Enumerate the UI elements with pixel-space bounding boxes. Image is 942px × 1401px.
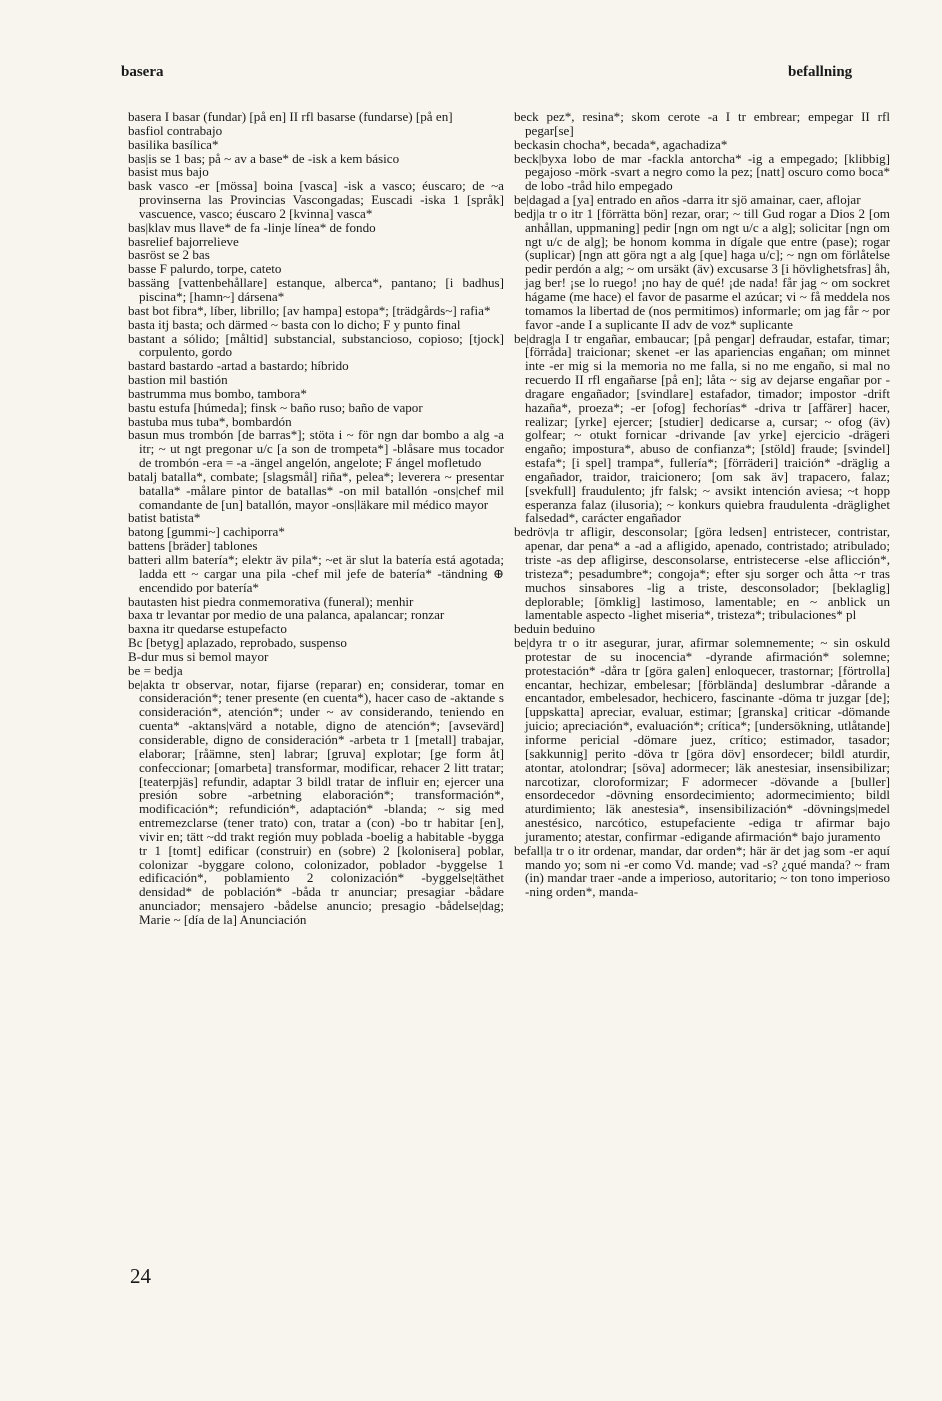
right-column	[514, 110, 890, 899]
entry: beck pez*, resina*; skom cerote -a I tr embrear; empegar II rfl pegar[se]	[514, 109, 890, 138]
entry: baxa tr levantar por medio de una palanca, apalancar; ronzar	[128, 607, 445, 623]
entry: basun mus trombón [de barras*]; stöta i ~ för ngn dar bombo a alg -a itr; ~ ut ngt pregonar u/c [a son de trompeta*] -blåsare mus tocador de trombón -era = -a -ängel angelón, angelote; F ángel mofletudo	[128, 427, 504, 471]
entry: bastuba mus tuba*, bombardón	[128, 413, 292, 429]
entry: bastrumma mus bombo, tambora*	[128, 385, 307, 401]
entry: bautasten hist piedra conmemorativa (funeral); menhir	[128, 593, 414, 609]
entry: bask vasco -er [mössa] boina [vasca] -isk a vasco; éuscaro; de ~a provinserna las Provincias Vascongadas; Euscadi -iska 1 [språk] vascuence, vasco; éuscaro 2 [kvinna] vasca*	[128, 178, 504, 221]
entry: beckasin chocha*, becada*, agachadiza*	[514, 136, 728, 152]
entry: baxna itr quedarse estupefacto	[128, 621, 287, 637]
left-column	[128, 110, 504, 927]
entry: batist batista*	[128, 510, 201, 526]
entry: bedröv|a tr afligir, desconsolar; [göra ledsen] entristecer, contristar, apenar, dar pena* a -ad a afligido, apenado, contristado; atribulado; triste -as dep afligirse, desconsolarse, entristecerse -else aflicción*, tristeza*; pesadumbre*; congoja*; efter sju sorger och åtta ~r tras muchos sinsabores -lig a triste, desconsolador; [beklaglig] deplorable; [ömklig] lastimoso, lamentable; en ~ anblick un lamentable aspecto -lighet miseria*, tristeza*; tribulaciones* pl	[514, 524, 890, 623]
right-guideword: befallning	[788, 64, 853, 80]
entry: bassäng [vattenbehållare] estanque, alberca*, pantano; [i badhus] piscina*; [hamn~] dársena*	[128, 275, 504, 304]
entry: B-dur mus si bemol mayor	[128, 648, 269, 664]
entry: bas|is se 1 bas; på ~ av a base* de -isk a kem básico	[128, 150, 400, 166]
entry: be = bedja	[128, 662, 183, 678]
entry: basfiol contrabajo	[128, 122, 223, 138]
entry: battens [bräder] tablones	[128, 538, 258, 554]
entry: bedj|a tr o itr 1 [förrätta bön] rezar, orar; ~ till Gud rogar a Dios 2 [om anhållan, uppmaning] pedir [ngn om ngt u/c a alg]; solicitar [ngn om ngt u/c de alg]; be honom komma in dígale que entre (pase); rogar (suplicar) [ngn att göra ngt a alg [que] haga u/c]; ~ ngn om förlåtelse pedir perdón a alg; ~ om ursäkt (äv) excusarse 3 [i hövlighetsfras] åh, jag ber! ¡se lo ruego! ¡no hay de qué! ¡de nada! får jag ~ om sockret hágame (me hace) el favor de pasarme el azúcar; vi ~ få meddela nos tomamos la libertad de (nos permitimos) informarle; om jag får ~ por favor -ande I a suplicante II adv de voz* suplicante	[514, 205, 890, 332]
entry: batong [gummi~] cachiporra*	[128, 524, 285, 540]
entry: bastard bastardo -artad a bastardo; híbrido	[128, 358, 349, 374]
entry: be|dagad a [ya] entrado en años -darra itr sjö amainar, caer, aflojar	[514, 192, 861, 208]
entry: beduin beduino	[514, 621, 596, 637]
entry: batalj batalla*, combate; [slagsmål] riña*, pelea*; leverera ~ presentar batalla* -målare pintor de batallas* -on mil batallón -ons|chef mil comandante de [un] batallón, mayor -ons|läkare mil médico mayor	[128, 468, 504, 512]
entry: basilika basílica*	[128, 136, 219, 152]
entry: basröst se 2 bas	[128, 247, 210, 263]
entry: befall|a tr o itr ordenar, mandar, dar orden*; här är det jag som -er aquí mando yo; som ni -er como Vd. mande; vad -s? ¿qué manda? ~ fram (in) mandar traer -ande a imperioso, autoritario; ~ ton tono imperioso -ning orden*, manda-	[514, 842, 890, 900]
page-number: 24	[130, 1264, 151, 1288]
entry: bastant a sólido; [måltid] substancial, substancioso, copioso; [tjock] corpulento, gordo	[128, 330, 504, 360]
entry: Bc [betyg] aplazado, reprobado, suspenso	[128, 635, 347, 651]
entry: be|dyra tr o itr asegurar, jurar, afirmar solemnemente; ~ sin oskuld protestar de su inocencia* -dyrande afirmación* solemne; protestación* -dåra tr [göra galen] enloquecer, trastornar; [förtrolla] encantar, hechizar, embelesar; [förblända] deslumbrar -dårande a encantador, embelesador, hechicero, fascinante -döma tr juzgar [de]; [uppskatta] apreciar, evaluar, estimar; [granska] criticar -dömande juicio; apreciación*, evaluación*; crítica*; [undersökning, utlåtande] informe pericial -dömare juez, crítico; estimador, tasador; [sakkunnig] perito -döva tr [göra döv] ensordecer; bildl aturdir, atontar, atolondrar; [söva] adormecer; läk anestesiar, insensibilizar; narcotizar, cloroformizar; F adormecer -dövande a [buller] ensordecedor -dövning ensordecimiento; adormecimiento; bildl aturdimiento; läk anestesia*, insensibilización* -dövnings|medel anestésico, narcótico, estupefaciente -ediga tr afirmar bajo juramento; atestar, confirmar -edigande afirmación* bajo juramento	[514, 635, 890, 844]
entry: bastu estufa [húmeda]; finsk ~ baño ruso; baño de vapor	[128, 399, 423, 415]
entry: basist mus bajo	[128, 164, 209, 180]
entry: bastion mil bastión	[128, 372, 228, 388]
entry: be|akta tr observar, notar, fijarse (reparar) en; considerar, tomar en consideración*; tener presente (en cuenta*), hacer caso de -aktande s consideración*, atención*; under ~ av considerando, teniendo en cuenta* -aktans|värd a notable, digno de atención*; [avsevärd] considerable, digno de consideración* -arbeta tr 1 [metall] trabajar, elaborar; [råämne, sten] labrar; [gruva] explotar; [ge form åt] confeccionar; [omarbeta] transformar, modificar, rehacer 2 litt tratar; [teaterpjäs] refundir, adaptar 3 bildl tratar de influir en; ejercer una presión sobre -arbetning elaboración*; transformación*, modificación*; refundición*, adaptación* -blanda; ~ sig med entremezclarse (tener trato) con, tratar a (con) -bo tr habitar [en], vivir en; tätt ~dd trakt región muy poblada -boelig a habitable -bygga tr 1 [tomt] edificar (construir) en (sobre) 2 [kolonisera] poblar, colonizar -byggare colono, colonizador, poblador -byggelse 1 edificación*, poblamiento 2 colonización* -byggelse|täthet densidad* de población* -båda tr anunciar; presagiar -bådare anunciador; mensajero -bådelse anuncio; presagio -bådelse|dag; Marie ~ [día de la] Anunciación	[128, 676, 504, 927]
entry: basta itj basta; och därmed ~ basta con lo dicho; F y punto final	[128, 316, 461, 332]
entry: basse F palurdo, torpe, cateto	[128, 261, 282, 277]
entry: bast bot fibra*, líber, librillo; [av hampa] estopa*; [trädgårds~] rafia*	[128, 302, 491, 318]
entry: batteri allm batería*; elektr äv pila*; ~et är slut la batería está agotada; ladda ett ~ cargar una pila -chef mil jefe de batería* -tändning ⊕ encendido por batería*	[128, 552, 504, 595]
entry: be|drag|a I tr engañar, embaucar; [på pengar] defraudar, estafar, timar; [förråda] traicionar; skenet -er las apariencias engañan; om minnet inte -er mig si la memoria no me falla, si no me engaño, si mal no recuerdo II rfl engañarse [på en]; låta ~ sig av dejarse engañar por -dragare engañador; [svindlare] estafador, timador; impostor -drift hazaña*, proeza*; -er [ofog] fechorías* -driva tr [affärer] hacer, realizar; [yrke] ejercer; [studier] dedicarse a, cursar; ~ ofog (äv) golfear; ~ otukt fornicar -drivande [av yrke] ejercicio -drägeri engaño; impostura*, abuso de confianza*; [stöld] fraude; [svindel] estafa*; [i spel] trampa*, fullería*; [förräderi] traición* -dräglig a engañador, traidor, traicionero; [om sak äv] trapacero, falaz; [svekfull] fraudulento; jfr falsk; ~ avsikt intención aviesa; ~t hopp esperanza falaz (ilusoria); ~ konkurs quiebra fraudulenta -dräglighet falsedad*, carácter engañador	[514, 330, 890, 526]
entry: beck|byxa lobo de mar -fackla antorcha* -ig a empegado; [klibbig] pegajoso -mörk -svart a negro como la pez; [natt] oscuro como boca* de lobo -tråd hilo empegado	[514, 150, 890, 194]
entry: bas|klav mus llave* de fa -linje línea* de fondo	[128, 219, 376, 235]
left-guideword: basera	[121, 64, 164, 80]
entry: basrelief bajorrelieve	[128, 233, 239, 249]
entry: basera I basar (fundar) [på en] II rfl basarse (fundarse) [på en]	[128, 109, 453, 124]
